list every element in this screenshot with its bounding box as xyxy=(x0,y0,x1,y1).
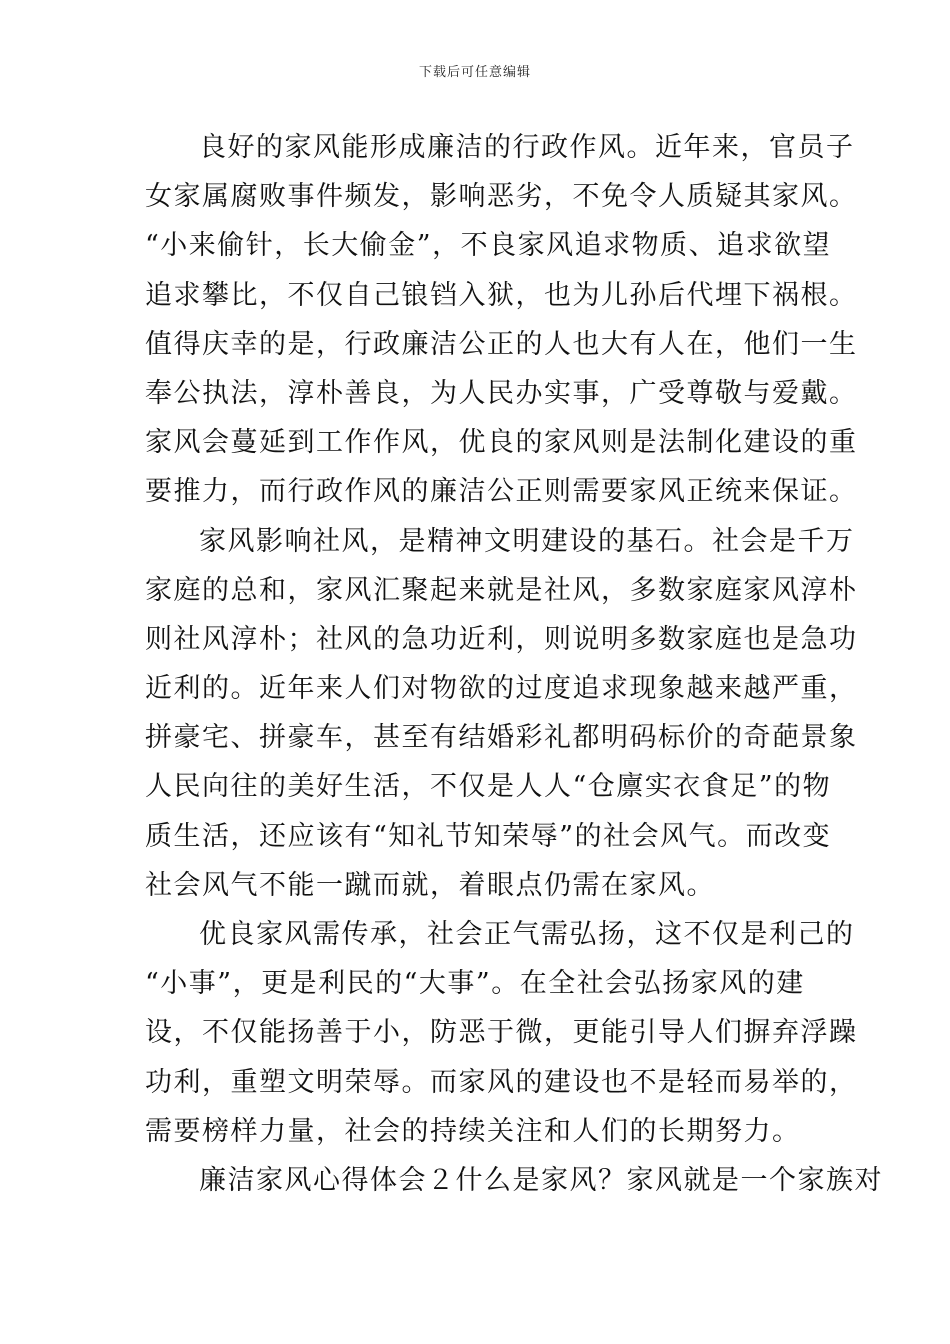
page-header: 下载后可任意编辑 xyxy=(418,65,531,80)
paragraph-line: 近利的。近年来人们对物欲的过度追求现象越来越严重， xyxy=(145,673,858,705)
paragraph-line: 要推力，而行政作风的廉洁公正则需要家风正统来保证。 xyxy=(145,476,858,508)
paragraph-line: 人民向往的美好生活，不仅是人人“仓廪实衣食足”的物 xyxy=(145,771,832,803)
paragraph-line: 优良家风需传承，社会正气需弘扬，这不仅是利己的 xyxy=(199,919,855,950)
paragraph-line: 家风影响社风，是精神文明建设的基石。社会是千万 xyxy=(199,525,855,557)
paragraph-line: “小来偷针，长大偷金”，不良家风追求物质、追求欲望 xyxy=(145,230,832,262)
paragraph-3 xyxy=(145,910,858,1156)
paragraph-line: 则社风淳朴；社风的急功近利，则说明多数家庭也是急功 xyxy=(145,623,858,655)
paragraph-line: 家庭的总和，家风汇聚起来就是社风，多数家庭家风淳朴 xyxy=(145,574,858,606)
paragraph-line: 奉公执法，淳朴善良，为人民办实事，广受尊敬与爱戴。 xyxy=(145,377,858,409)
paragraph-2 xyxy=(145,517,858,911)
paragraph-line: 女家属腐败事件频发，影响恶劣，不免令人质疑其家风。 xyxy=(145,181,858,213)
paragraph-line: 质生活，还应该有“知礼节知荣辱”的社会风气。而改变 xyxy=(145,820,832,852)
paragraph-line: 追求攀比，不仅自己锒铛入狱，也为儿孙后代埋下祸根。 xyxy=(145,279,858,311)
paragraph-line: 功利，重塑文明荣辱。而家风的建设也不是轻而易举的， xyxy=(145,1066,858,1098)
paragraph-line: 廉洁家风心得体会２什么是家风？家风就是一个家族对 xyxy=(199,1164,883,1196)
paragraph-line: 拼豪宅、拼豪车，甚至有结婚彩礼都明码标价的奇葩景象 xyxy=(145,722,858,754)
document-body xyxy=(145,123,883,1205)
paragraph-4 xyxy=(145,1156,883,1205)
paragraph-line: 值得庆幸的是，行政廉洁公正的人也大有人在，他们一生 xyxy=(145,328,858,360)
paragraph-line: “小事”，更是利民的“大事”。在全社会弘扬家风的建 xyxy=(145,968,805,1000)
paragraph-line: 需要榜样力量，社会的持续关注和人们的长期努力。 xyxy=(145,1115,801,1147)
paragraph-line: 家风会蔓延到工作作风，优良的家风则是法制化建设的重 xyxy=(145,427,858,459)
paragraph-1 xyxy=(145,123,858,517)
paragraph-line: 社会风气不能一蹴而就，着眼点仍需在家风。 xyxy=(145,869,715,901)
paragraph-line: 良好的家风能形成廉洁的行政作风。近年来，官员子 xyxy=(199,132,855,163)
paragraph-line: 设，不仅能扬善于小，防恶于微，更能引导人们摒弃浮躁 xyxy=(145,1017,858,1049)
